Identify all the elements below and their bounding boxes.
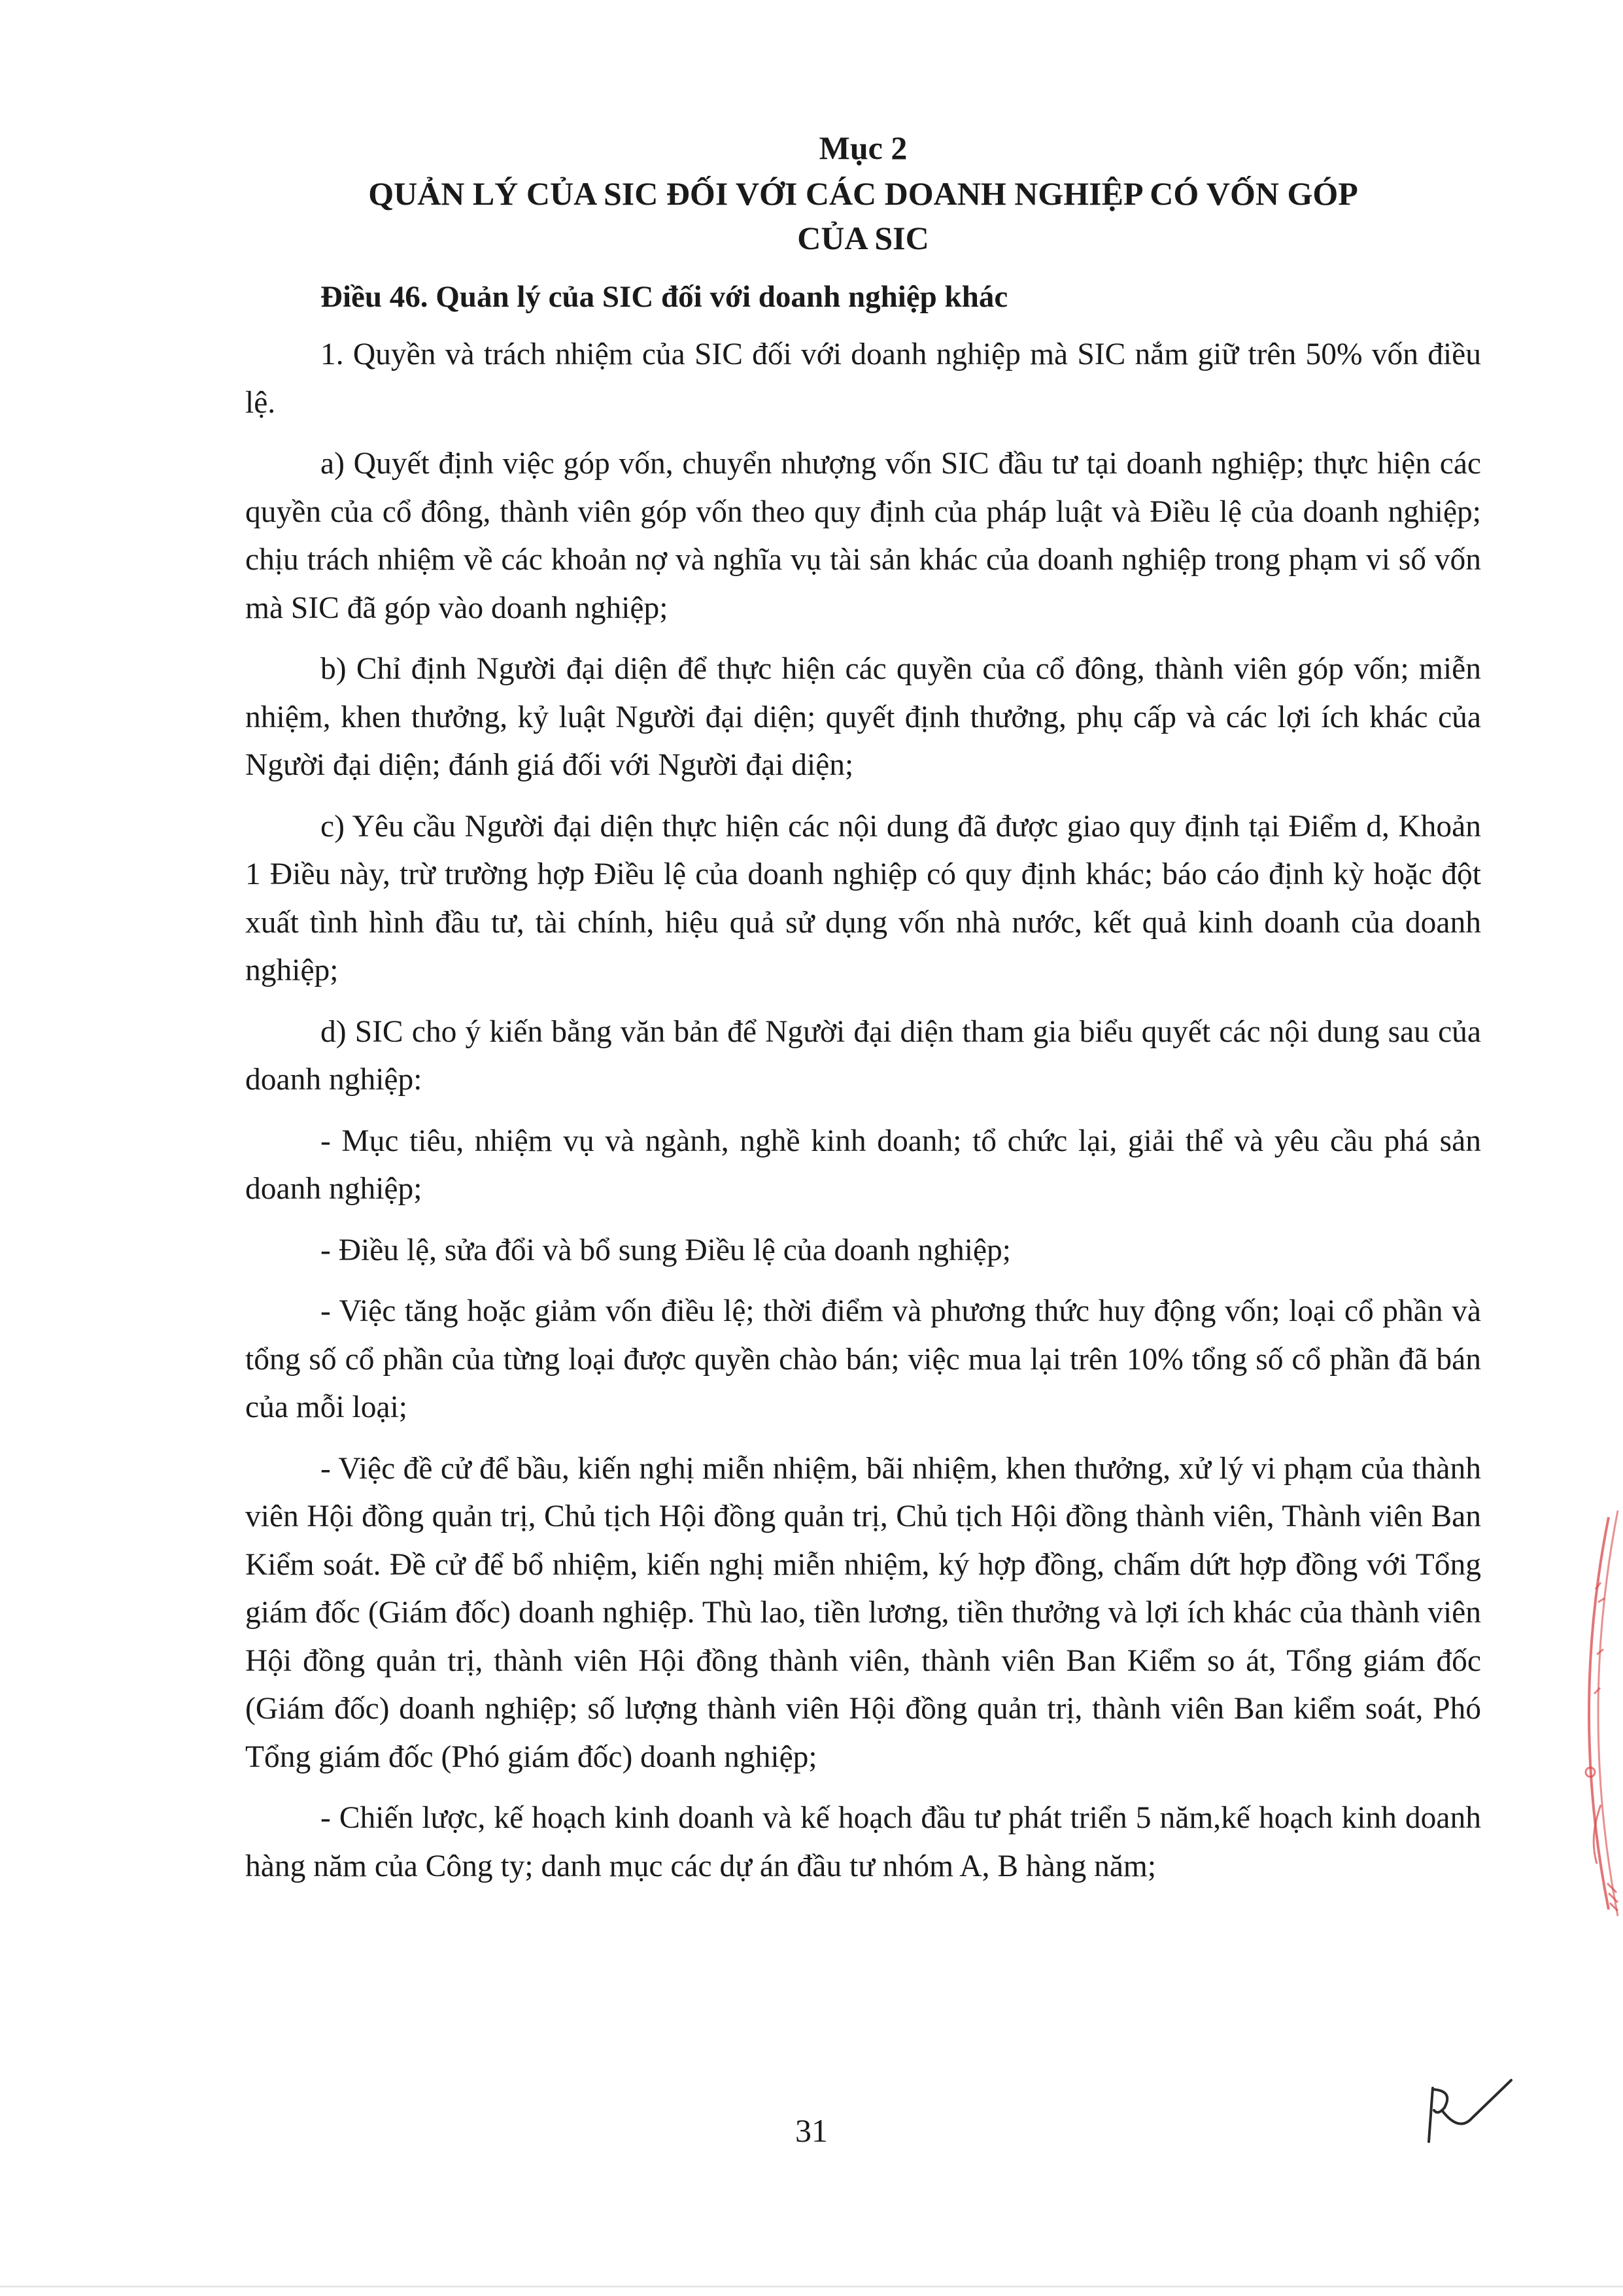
paragraph-bullet-charter: - Điều lệ, sửa đổi và bổ sung Điều lệ của doanh nghiệp; bbox=[320, 1233, 1011, 1267]
section-title-line-2: CỦA SIC bbox=[797, 220, 929, 256]
paragraph-point-a: a) Quyết định việc góp vốn, chuyển nhượng vốn SIC đầu tư tại doanh nghiệp; thực hiện các quyền của cổ đông, thành viên góp vốn theo quy định của pháp luật và Điều lệ của doanh nghiệp; chịu trách nhiệm về các khoản nợ và nghĩa vụ tài sản khác của doanh nghiệp trong phạm vi số vốn mà SIC đã góp vào doanh nghiệp; bbox=[245, 447, 1481, 625]
article-heading: Điều 46. Quản lý của SIC đối với doanh nghiệp khác bbox=[320, 280, 1008, 314]
section-title-line-1: QUẢN LÝ CỦA SIC ĐỐI VỚI CÁC DOANH NGHIỆP CÓ VỐN GÓP bbox=[368, 175, 1358, 212]
scan-edge-line bbox=[0, 2286, 1623, 2287]
paragraph-bullet-personnel: - Việc đề cử để bầu, kiến nghị miễn nhiệm, bãi nhiệm, khen thưởng, xử lý vi phạm của thành viên Hội đồng quản trị, Chủ tịch Hội đồng quản trị, Chủ tịch Hội đồng thành viên, Thành viên Ban Kiểm soát. Đề cử để bổ nhiệm, kiến nghị miễn nhiệm, ký hợp đồng, chấm dứt hợp đồng với Tổng giám đốc (Giám đốc) doanh nghiệp. Thù lao, tiền lương, tiền thưởng và lợi ích khác của thành viên Hội đồng quản trị, thành viên Hội đồng thành viên, thành viên Ban Kiểm so át, Tổng giám đốc (Giám đốc) doanh nghiệp; số lượng thành viên Hội đồng quản trị, thành viên Ban kiểm soát, Phó Tổng giám đốc (Phó giám đốc) doanh nghiệp; bbox=[245, 1451, 1481, 1774]
paragraph-bullet-capital: - Việc tăng hoặc giảm vốn điều lệ; thời điểm và phương thức huy động vốn; loại cổ phần và tổng số cổ phần của từng loại được quyền chào bán; việc mua lại trên 10% tổng số cổ phần đã bán của mỗi loại; bbox=[245, 1294, 1481, 1424]
paragraph-point-b: b) Chỉ định Người đại diện để thực hiện các quyền của cổ đông, thành viên góp vốn; miễn nhiệm, khen thưởng, kỷ luật Người đại diện; quyết định thưởng, phụ cấp và các lợi ích khác của Người đại diện; đánh giá đối với Người đại diện; bbox=[245, 652, 1481, 782]
page-content bbox=[245, 128, 1481, 1891]
paragraph-bullet-strategy: - Chiến lược, kế hoạch kinh doanh và kế hoạch đầu tư phát triển 5 năm,kế hoạch kinh doanh hàng năm của Công ty; danh mục các dự án đầu tư nhóm A, B hàng năm; bbox=[245, 1801, 1481, 1883]
signature-icon bbox=[1416, 2076, 1520, 2148]
paragraph-clause-1: 1. Quyền và trách nhiệm của SIC đối với doanh nghiệp mà SIC nắm giữ trên 50% vốn điều lệ. bbox=[245, 337, 1481, 420]
paragraph-point-d: d) SIC cho ý kiến bằng văn bản để Người đại diện tham gia biểu quyết các nội dung sau của doanh nghiệp: bbox=[245, 1014, 1481, 1097]
seal-stamp-icon bbox=[1550, 1498, 1622, 1929]
paragraph-point-c: c) Yêu cầu Người đại diện thực hiện các nội dung đã được giao quy định tại Điểm d, Khoản 1 Điều này, trừ trường hợp Điều lệ của doanh nghiệp có quy định khác; báo cáo định kỳ hoặc đột xuất tình hình đầu tư, tài chính, hiệu quả sử dụng vốn nhà nước, kết quả kinh doanh của doanh nghiệp; bbox=[245, 809, 1481, 987]
page-number: 31 bbox=[795, 2112, 828, 2149]
section-title bbox=[245, 171, 1481, 260]
section-label: Mục 2 bbox=[819, 129, 908, 166]
paragraph-bullet-objectives: - Mục tiêu, nhiệm vụ và ngành, nghề kinh doanh; tổ chức lại, giải thể và yêu cầu phá sản doanh nghiệp; bbox=[245, 1123, 1481, 1206]
